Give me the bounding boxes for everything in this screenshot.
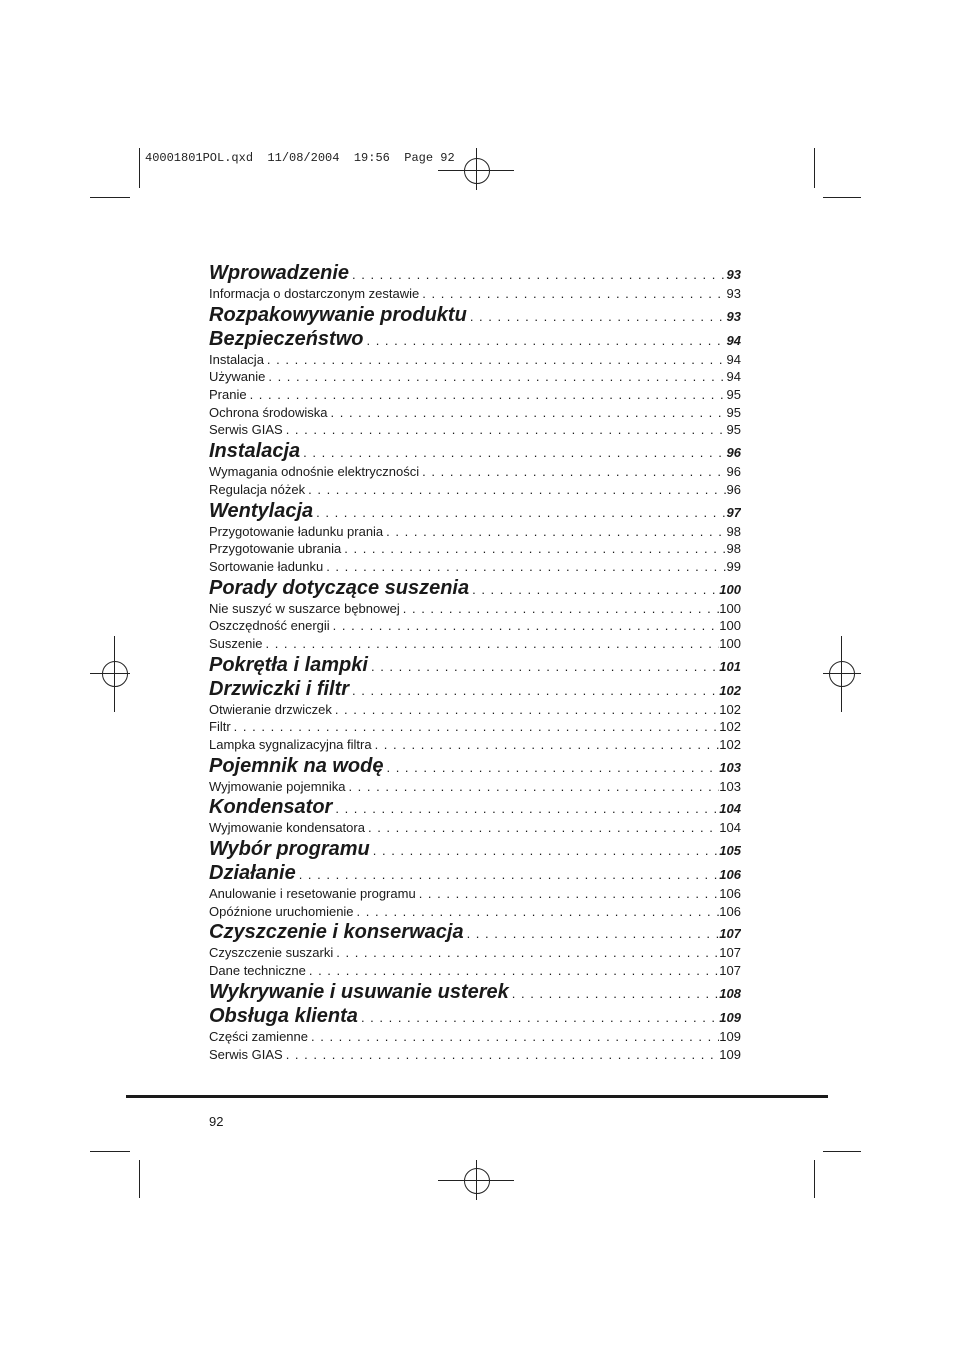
toc-label: Ochrona środowiska <box>209 404 328 420</box>
toc-label: Obsługa klienta <box>209 1004 358 1027</box>
toc-label: Kondensator <box>209 796 333 819</box>
dot-leader <box>363 333 726 348</box>
toc-page-number: 99 <box>726 558 741 574</box>
dot-leader <box>464 926 720 941</box>
toc-label: Działanie <box>209 862 296 885</box>
toc-label: Serwis GIAS <box>209 1046 283 1062</box>
dot-leader <box>370 843 720 858</box>
dot-leader <box>383 524 726 539</box>
toc-page-number: 109 <box>719 1009 741 1025</box>
toc-page-number: 100 <box>719 618 741 634</box>
dot-leader <box>341 541 726 556</box>
toc-label: Oszczędność energii <box>209 618 330 634</box>
toc-page-number: 93 <box>726 308 741 324</box>
toc-label: Czyszczenie i konserwacja <box>209 921 464 944</box>
toc-page-number: 96 <box>726 445 741 461</box>
toc-page-number: 107 <box>719 963 741 979</box>
toc-page-number: 104 <box>719 820 741 836</box>
toc-label: Wykrywanie i usuwanie usterek <box>209 980 509 1003</box>
toc-label: Porady dotyczące suszenia <box>209 576 470 599</box>
dot-leader <box>283 1047 720 1062</box>
dot-leader <box>333 945 719 960</box>
toc-heading <box>209 1005 741 1029</box>
dot-leader <box>305 482 726 497</box>
crop-mark-top-right-v <box>814 148 815 188</box>
toc-page-number: 102 <box>719 737 741 752</box>
toc-label: Wyjmowanie kondensatora <box>209 820 365 836</box>
dot-leader <box>231 719 720 734</box>
toc-heading <box>209 500 741 524</box>
toc-page-number: 94 <box>726 351 741 367</box>
toc-page-number: 103 <box>719 759 741 775</box>
toc-label: Wprowadzenie <box>209 262 350 284</box>
toc-page-number: 97 <box>726 504 741 520</box>
dot-leader <box>262 636 719 651</box>
dot-leader <box>300 445 726 460</box>
dot-leader <box>296 867 720 882</box>
toc-page-number: 100 <box>719 600 741 616</box>
dot-leader <box>328 405 727 420</box>
toc-page-number: 109 <box>719 1046 741 1062</box>
toc-subentry <box>209 719 741 737</box>
toc-page-number: 93 <box>726 267 741 282</box>
toc-page-number: 105 <box>719 843 741 859</box>
toc-subentry <box>209 1047 741 1065</box>
toc-page-number: 109 <box>719 1028 741 1044</box>
toc-label: Suszenie <box>209 635 263 651</box>
toc-subentry <box>209 702 741 720</box>
toc-subentry <box>209 422 741 440</box>
toc-page-number: 102 <box>719 701 741 717</box>
toc-subentry <box>209 820 741 838</box>
dot-leader <box>330 618 720 633</box>
toc-label: Przygotowanie ładunku prania <box>209 523 384 539</box>
dot-leader <box>416 886 720 901</box>
toc-label: Informacja o dostarczonym zestawie <box>209 286 420 301</box>
toc-heading <box>209 678 741 702</box>
crop-mark-bottom-right-v <box>814 1160 815 1198</box>
toc-page-number: 106 <box>719 886 741 902</box>
toc-label: Rozpakowywanie produktu <box>209 303 467 326</box>
toc-label: Anulowanie i resetowanie programu <box>209 886 416 902</box>
dot-leader <box>247 387 727 402</box>
toc-label: Części zamienne <box>209 1028 308 1044</box>
toc-page-number: 108 <box>719 985 741 1001</box>
toc-label: Sortowanie ładunku <box>209 558 324 574</box>
toc-heading <box>209 755 741 779</box>
toc-page-number: 93 <box>726 286 741 301</box>
footer-rule <box>126 1095 828 1098</box>
toc-heading <box>209 577 741 601</box>
toc-heading <box>209 921 741 945</box>
toc-subentry <box>209 886 741 904</box>
toc-heading <box>209 796 741 820</box>
toc-subentry <box>209 601 741 619</box>
toc-subentry <box>209 737 741 755</box>
toc-label: Otwieranie drzwiczek <box>209 701 332 717</box>
dot-leader <box>264 352 727 367</box>
toc-page-number: 95 <box>726 422 741 438</box>
toc-heading <box>209 838 741 862</box>
toc-heading <box>209 328 741 352</box>
dot-leader <box>400 601 720 616</box>
toc-label: Czyszczenie suszarki <box>209 945 334 961</box>
toc-label: Serwis GIAS <box>209 422 283 438</box>
toc-subentry <box>209 945 741 963</box>
crop-mark-top-left-v <box>139 148 140 188</box>
dot-leader <box>419 464 726 479</box>
dot-leader <box>313 505 726 520</box>
toc-label: Pranie <box>209 387 247 403</box>
dot-leader <box>383 760 719 775</box>
toc-heading <box>209 440 741 464</box>
toc-label: Przygotowanie ubrania <box>209 541 342 557</box>
toc-label: Wyjmowanie pojemnika <box>209 778 346 794</box>
crop-mark-bottom-left-v <box>139 1160 140 1198</box>
toc-page-number: 98 <box>726 541 741 557</box>
toc-subentry <box>209 904 741 922</box>
dot-leader <box>467 309 727 324</box>
toc-subentry <box>209 387 741 405</box>
toc-page-number: 100 <box>719 635 741 651</box>
dot-leader <box>368 659 719 674</box>
crop-mark-top-right-h <box>823 197 861 198</box>
toc-heading <box>209 981 741 1005</box>
toc-page-number: 107 <box>719 945 741 961</box>
toc-subentry <box>209 482 741 500</box>
toc-label: Opóźnione uruchomienie <box>209 903 354 919</box>
dot-leader <box>349 267 727 282</box>
toc-label: Drzwiczki i filtr <box>209 677 350 700</box>
dot-leader <box>345 779 719 794</box>
toc-label: Lampka sygnalizacyjna filtra <box>209 737 372 752</box>
toc-page-number: 100 <box>719 581 741 597</box>
dot-leader <box>358 1010 719 1025</box>
toc-page-number: 102 <box>719 682 741 698</box>
dot-leader <box>349 683 719 698</box>
toc-label: Bezpieczeństwo <box>209 327 364 350</box>
dot-leader <box>332 702 719 717</box>
toc-label: Używanie <box>209 369 266 385</box>
toc-label: Pojemnik na wodę <box>209 754 384 777</box>
dot-leader <box>283 422 727 437</box>
crop-mark-top-left-h <box>90 197 130 198</box>
toc-label: Dane techniczne <box>209 963 306 979</box>
toc-subentry <box>209 541 741 559</box>
toc-page-number: 107 <box>719 926 741 942</box>
toc-label: Wentylacja <box>209 499 314 522</box>
table-of-contents <box>209 262 741 1064</box>
toc-page-number: 103 <box>719 778 741 794</box>
toc-label: Instalacja <box>209 440 301 463</box>
toc-subentry <box>209 559 741 577</box>
toc-page-number: 96 <box>726 481 741 497</box>
toc-page-number: 95 <box>726 404 741 420</box>
dot-leader <box>306 963 719 978</box>
toc-subentry <box>209 352 741 370</box>
toc-subentry <box>209 963 741 981</box>
toc-label: Wymagania odnośnie elektryczności <box>209 464 420 480</box>
toc-page-number: 94 <box>726 332 741 348</box>
toc-page-number: 106 <box>719 903 741 919</box>
toc-subentry <box>209 618 741 636</box>
toc-subentry <box>209 779 741 797</box>
toc-subentry <box>209 524 741 542</box>
dot-leader <box>365 820 719 835</box>
toc-label: Regulacja nóżek <box>209 481 306 497</box>
dot-leader <box>323 559 726 574</box>
dot-leader <box>332 801 719 816</box>
toc-subentry <box>209 369 741 387</box>
toc-heading <box>209 654 741 678</box>
toc-label: Filtr <box>209 719 231 735</box>
toc-label: Wybór programu <box>209 838 370 861</box>
toc-page-number: 102 <box>719 719 741 735</box>
page-number: 92 <box>209 1114 224 1129</box>
toc-page-number: 106 <box>719 867 741 883</box>
toc-label: Pokrętła i lampki <box>209 653 368 676</box>
dot-leader <box>354 904 720 919</box>
toc-heading <box>209 304 741 328</box>
toc-subentry <box>209 1029 741 1047</box>
toc-page-number: 101 <box>719 658 741 674</box>
toc-page-number: 98 <box>726 523 741 539</box>
dot-leader <box>419 286 726 301</box>
toc-heading <box>209 262 741 286</box>
toc-subentry <box>209 464 741 482</box>
dot-leader <box>469 582 719 597</box>
toc-label: Instalacja <box>209 351 264 367</box>
crop-mark-bottom-right-h <box>823 1151 861 1152</box>
dot-leader <box>308 1029 719 1044</box>
toc-subentry <box>209 286 741 304</box>
crop-mark-bottom-left-h <box>90 1151 130 1152</box>
dot-leader <box>509 986 720 1001</box>
toc-subentry <box>209 405 741 423</box>
print-slug: 40001801POL.qxd 11/08/2004 19:56 Page 92 <box>145 151 455 165</box>
toc-label: Nie suszyć w suszarce bębnowej <box>209 600 400 616</box>
toc-page-number: 94 <box>726 369 741 385</box>
toc-page-number: 96 <box>726 464 741 480</box>
toc-subentry <box>209 636 741 654</box>
toc-heading <box>209 862 741 886</box>
toc-page-number: 95 <box>726 387 741 403</box>
toc-page-number: 104 <box>719 801 741 817</box>
dot-leader <box>372 737 720 752</box>
dot-leader <box>265 369 726 384</box>
